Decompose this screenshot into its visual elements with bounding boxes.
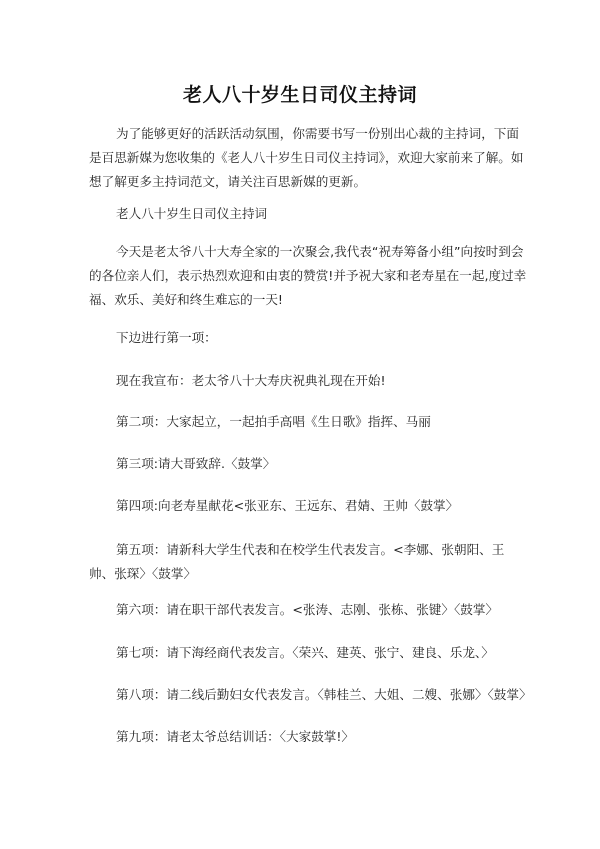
announcement-line: 现在我宣布：老太爷八十大寿庆祝典礼现在开始! xyxy=(116,373,386,388)
agenda-item-5: 第五项：请新科大学生代表和在校学生代表发言。<李娜、张朝阳、王帅、张琛〉〈鼓掌〉 xyxy=(89,542,505,581)
agenda-item-7: 第七项：请下海经商代表发言。〈荣兴、建英、张宁、建良、乐龙、〉 xyxy=(116,645,494,660)
agenda-item-2: 第二项：大家起立，一起拍手高唱《生日歌》指挥、马丽 xyxy=(116,414,431,429)
agenda-item-8: 第八项：请二线后勤妇女代表发言。〈韩桂兰、大姐、二嫂、张娜〉〈鼓掌〉 xyxy=(116,687,532,702)
section-subtitle: 老人八十岁生日司仪主持词 xyxy=(116,206,268,221)
intro-paragraph: 为了能够更好的活跃活动氛围，你需要书写一份别出心裁的主持词，下面是百思新媒为您收集的《老人八十岁生日司仪主持词》，欢迎大家前来了解。如想了解更多主持词范文，请关注百思新媒的更新。 xyxy=(89,126,524,189)
agenda-item-6: 第六项：请在职干部代表发言。<张涛、志刚、张栋、张键〉〈鼓掌〉 xyxy=(116,602,499,617)
opening-paragraph: 今天是老太爷八十大寿全家的一次聚会,我代表“祝寿筹备小组”向按时到会的各位亲人们，表示热烈欢迎和由衷的赞赏!并予祝大家和老寿星在一起,度过幸福、欢乐、美好和终生难忘的一天! xyxy=(89,244,527,307)
agenda-item-3: 第三项:请大哥致辞.〈鼓掌〉 xyxy=(116,456,276,471)
next-item-line: 下边进行第一项： xyxy=(116,330,217,345)
agenda-item-9: 第九项：请老太爷总结训话：〈大家鼓掌!〉 xyxy=(116,729,355,744)
agenda-item-4: 第四项:向老寿星献花<张亚东、王远东、君婧、王帅〈鼓掌〉 xyxy=(116,498,459,513)
document-title: 老人八十岁生日司仪主持词 xyxy=(182,84,417,106)
